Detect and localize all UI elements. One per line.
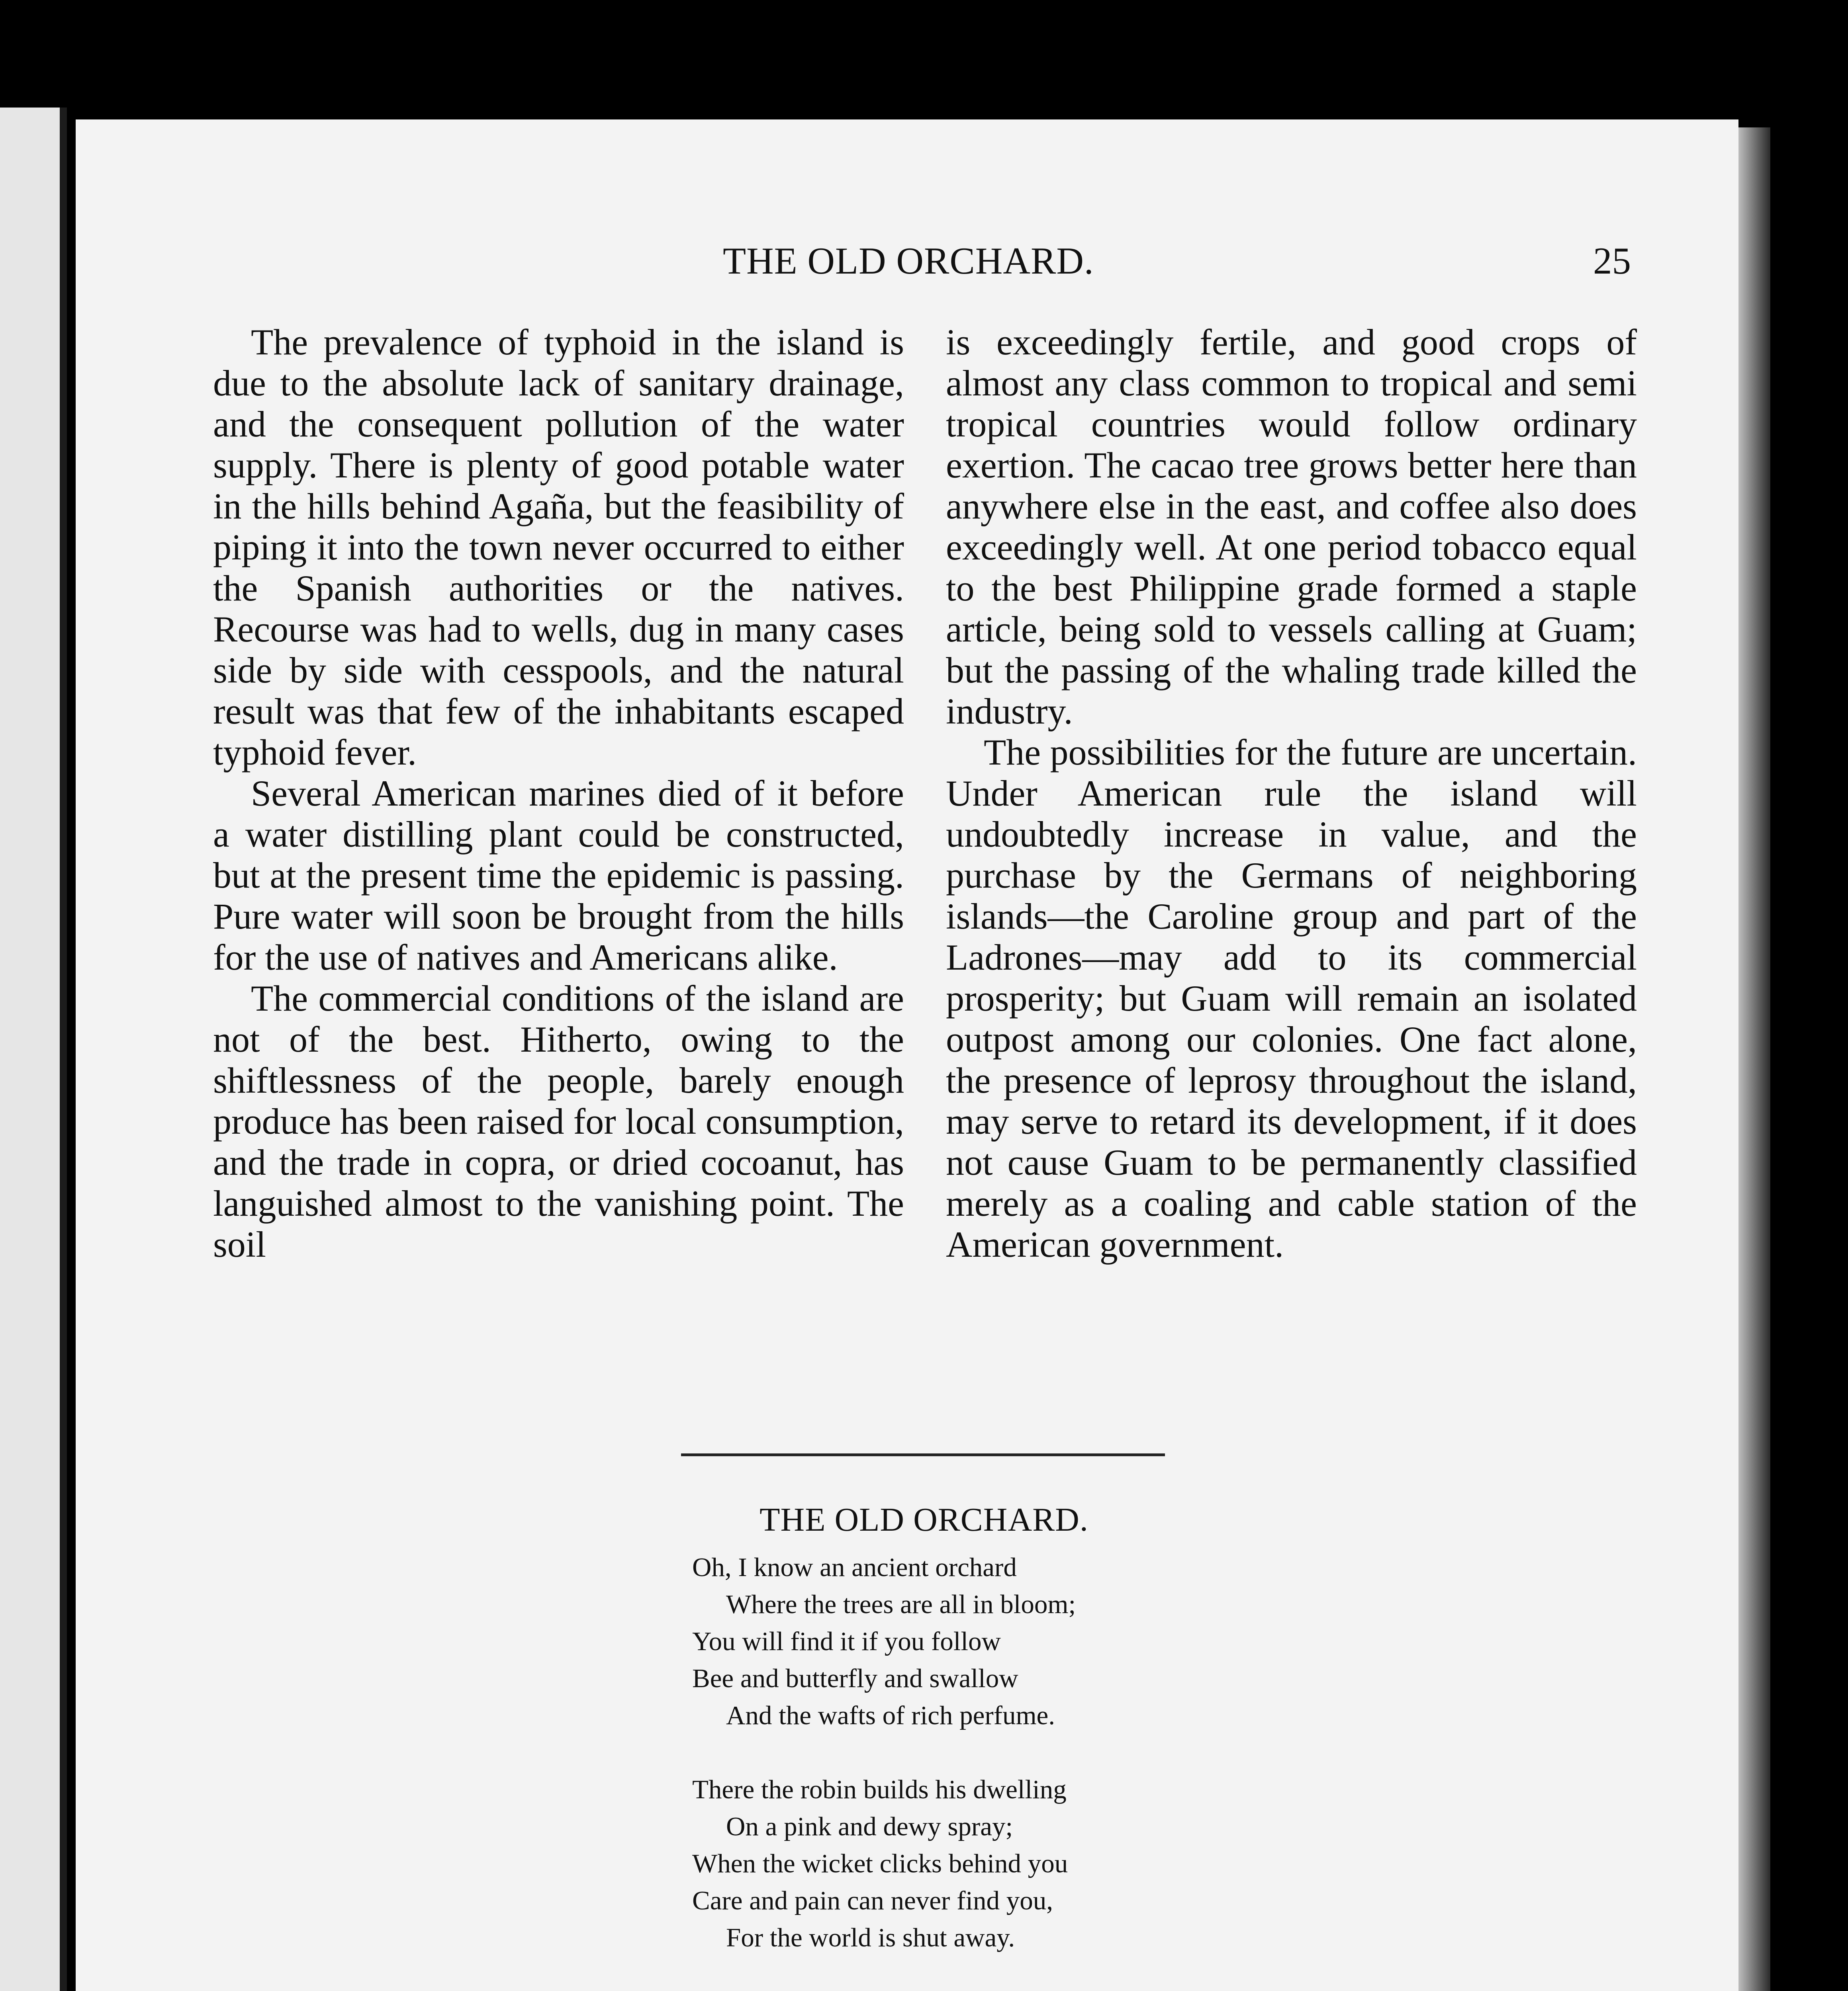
poem-line: Bee and butterfly and swallow xyxy=(692,1664,1018,1693)
poem-line: There the robin builds his dwelling xyxy=(692,1775,1067,1804)
poem-title: THE OLD ORCHARD. xyxy=(760,1501,1088,1538)
article-left-column xyxy=(213,322,904,1265)
paragraph: is exceedingly fertile, and good crops of almost any class common to tropical and semi tropical countries would follow ordinary exertion. The cacao tree grows better here than anywhere else in the east, and coffee also does exceedingly well. At one period tobacco equal to the best Philippine grade formed a staple article, being sold to vessels calling at Guam; but the passing of the whaling trade killed the industry. xyxy=(946,322,1637,731)
poem-line: When the wicket clicks behind you xyxy=(692,1849,1068,1878)
paragraph: The possibilities for the future are uncertain. Under American rule the island will undoubtedly increase in value, and the purchase by the Germans of neighboring islands—the Caroline group and part of the Ladrones—may add to its commercial prosperity; but Guam will remain an isolated outpost among our colonies. One fact alone, the presence of leprosy throughout the island, may serve to retard its development, if it does not cause Guam to be permanently classified merely as a coaling and cable station of the American government. xyxy=(946,732,1637,1265)
previous-page-edge xyxy=(0,108,67,1991)
section-divider xyxy=(681,1453,1165,1456)
paragraph: The commercial conditions of the island are not of the best. Hitherto, owing to the shiftlessness of the people, barely enough produce has been raised for local consumption, and the trade in copra, or dried cocoanut, has languished almost to the vanishing point. The soil xyxy=(213,978,904,1265)
poem-line: For the world is shut away. xyxy=(726,1923,1015,1952)
paragraph: Several American marines died of it before a water distilling plant could be constructed, but at the present time the epidemic is passing. Pure water will soon be brought from the hills for the use of natives and Americans alike. xyxy=(213,773,904,978)
page-gutter-shadow xyxy=(1738,127,1770,1991)
poem-line: You will find it if you follow xyxy=(692,1627,1001,1656)
running-title: THE OLD ORCHARD. xyxy=(723,240,1094,282)
poem-line: On a pink and dewy spray; xyxy=(726,1812,1013,1841)
poem-line: Care and pain can never find you, xyxy=(692,1886,1053,1915)
page-number: 25 xyxy=(1593,240,1631,282)
poem-stanza xyxy=(692,1549,1097,1734)
poem-body xyxy=(692,1549,1097,1991)
poem-line: And the wafts of rich perfume. xyxy=(726,1701,1055,1730)
paragraph: The prevalence of typhoid in the island is due to the absolute lack of sanitary drainage, and the consequent pollution of the water supply. There is plenty of good potable water in the hills behind Agaña, but the feasibility of piping it into the town never occurred to either the Spanish authorities or the natives. Recourse was had to wells, dug in many cases side by side with cesspools, and the natural result was that few of the inhabitants escaped typhoid fever. xyxy=(213,322,904,773)
poem-stanza xyxy=(692,1771,1097,1956)
poem-line: Oh, I know an ancient orchard xyxy=(692,1553,1017,1582)
poem-line: Where the trees are all in bloom; xyxy=(726,1590,1076,1619)
article-right-column xyxy=(946,322,1637,1265)
